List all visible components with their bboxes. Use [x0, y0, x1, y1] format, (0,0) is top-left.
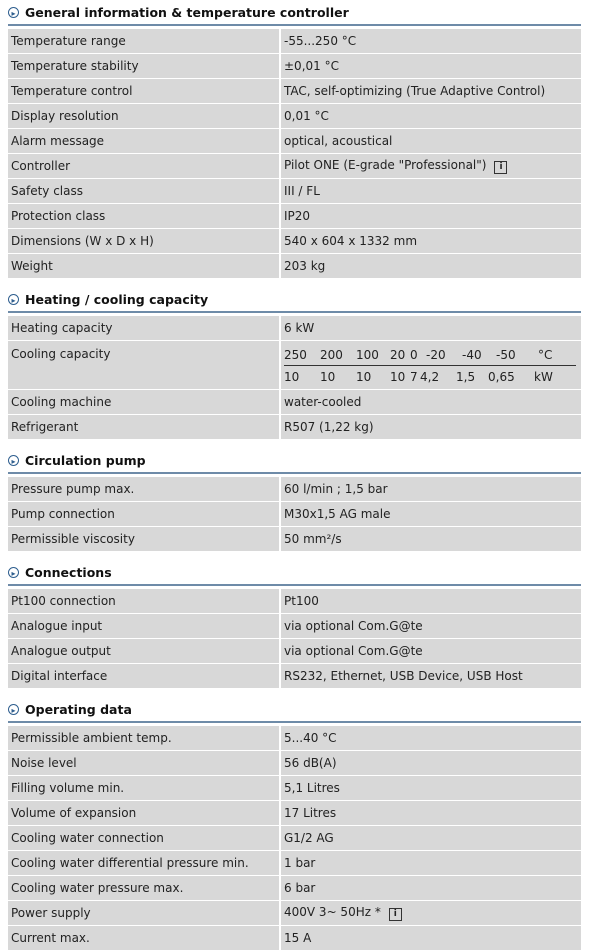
table-row [8, 664, 581, 688]
row-label: Controller [8, 154, 281, 178]
table-row [8, 477, 581, 501]
row-value: 400V 3~ 50Hz * [284, 905, 381, 919]
row-value: 203 kg [281, 254, 581, 278]
row-label: Noise level [8, 751, 281, 775]
table-row [8, 29, 581, 53]
row-label: Temperature stability [8, 54, 281, 78]
table-row [8, 204, 581, 228]
table-row [8, 726, 581, 750]
row-value: optical, acoustical [281, 129, 581, 153]
row-label: Temperature control [8, 79, 281, 103]
section-header-circulation-pump [8, 448, 581, 474]
table-row [8, 154, 581, 178]
row-label: Heating capacity [8, 316, 281, 340]
row-value: IP20 [281, 204, 581, 228]
section-title: Operating data [25, 701, 132, 717]
cc-kw: 1,5 [456, 370, 476, 384]
table-row [8, 527, 581, 551]
cc-temp: -50 [496, 348, 516, 362]
table-row [8, 776, 581, 800]
spec-table-general [8, 28, 581, 279]
table-row [8, 901, 581, 925]
table-row [8, 104, 581, 128]
row-value: 56 dB(A) [281, 751, 581, 775]
row-label: Protection class [8, 204, 281, 228]
row-value: 50 mm²/s [281, 527, 581, 551]
table-row [8, 589, 581, 613]
spec-table-heating-cooling [8, 315, 581, 440]
row-label: Safety class [8, 179, 281, 203]
table-row [8, 502, 581, 526]
row-label: Pt100 connection [8, 589, 281, 613]
cc-temp: -40 [462, 348, 482, 362]
row-label: Cooling water connection [8, 826, 281, 850]
row-value: 5,1 Litres [281, 776, 581, 800]
cc-kw: 10 [390, 370, 406, 384]
table-row [8, 751, 581, 775]
table-row [8, 179, 581, 203]
row-label: Refrigerant [8, 415, 281, 439]
row-label: Cooling machine [8, 390, 281, 414]
row-value: 60 l/min ; 1,5 bar [281, 477, 581, 501]
row-label: Analogue input [8, 614, 281, 638]
cooling-capacity-grid [281, 341, 581, 389]
spec-table-connections [8, 588, 581, 689]
row-value: RS232, Ethernet, USB Device, USB Host [281, 664, 581, 688]
cc-kw: kW [534, 370, 553, 384]
cc-temp: 100 [356, 348, 379, 362]
section-header-operating-data [8, 697, 581, 723]
table-row [8, 229, 581, 253]
section-header-general [8, 0, 581, 26]
info-icon[interactable]: i [494, 161, 507, 174]
row-value: TAC, self-optimizing (True Adaptive Control) [281, 79, 581, 103]
row-value: -55...250 °C [281, 29, 581, 53]
row-label: Cooling water differential pressure min. [8, 851, 281, 875]
cc-kw: 7 [410, 370, 418, 384]
table-row [8, 851, 581, 875]
cc-temp: 0 [410, 348, 418, 362]
table-row [8, 79, 581, 103]
table-row [8, 54, 581, 78]
section-title: General information & temperature controller [25, 4, 349, 20]
cc-kw: 4,2 [420, 370, 440, 384]
cc-temp: °C [538, 348, 553, 362]
row-label: Digital interface [8, 664, 281, 688]
table-row [8, 254, 581, 278]
cooling-kw-row [284, 370, 578, 384]
row-value: Pt100 [281, 589, 581, 613]
row-value: 15 A [281, 926, 581, 950]
row-label: Filling volume min. [8, 776, 281, 800]
table-row [8, 129, 581, 153]
row-value: 17 Litres [281, 801, 581, 825]
row-value: III / FL [281, 179, 581, 203]
cc-kw: 10 [284, 370, 300, 384]
cc-kw: 10 [320, 370, 336, 384]
row-value: 540 x 604 x 1332 mm [281, 229, 581, 253]
cc-temp: 200 [320, 348, 343, 362]
spec-table-operating-data [8, 725, 581, 951]
row-value: M30x1,5 AG male [281, 502, 581, 526]
row-value: 0,01 °C [281, 104, 581, 128]
cc-temp: 250 [284, 348, 307, 362]
cc-temp: 20 [390, 348, 406, 362]
row-value: 1 bar [281, 851, 581, 875]
section-title: Heating / cooling capacity [25, 291, 209, 307]
row-value: R507 (1,22 kg) [281, 415, 581, 439]
cc-temp: -20 [426, 348, 446, 362]
circle-arrow-icon: ▸ [8, 567, 19, 578]
row-value: G1/2 AG [281, 826, 581, 850]
row-label: Volume of expansion [8, 801, 281, 825]
circle-arrow-icon: ▸ [8, 704, 19, 715]
row-label: Alarm message [8, 129, 281, 153]
row-label: Temperature range [8, 29, 281, 53]
table-row [8, 316, 581, 340]
section-header-heating-cooling [8, 287, 581, 313]
row-value: water-cooled [281, 390, 581, 414]
circle-arrow-icon: ▸ [8, 7, 19, 18]
table-row [8, 614, 581, 638]
table-row [8, 415, 581, 439]
table-row [8, 876, 581, 900]
row-value: ±0,01 °C [281, 54, 581, 78]
circle-arrow-icon: ▸ [8, 455, 19, 466]
section-header-connections [8, 560, 581, 586]
row-label: Pressure pump max. [8, 477, 281, 501]
row-label: Cooling water pressure max. [8, 876, 281, 900]
cooling-temps-row [284, 348, 576, 366]
cc-kw: 0,65 [488, 370, 515, 384]
table-row [8, 639, 581, 663]
section-title: Circulation pump [25, 452, 146, 468]
row-label: Display resolution [8, 104, 281, 128]
row-value: via optional Com.G@te [281, 614, 581, 638]
table-row [8, 826, 581, 850]
circle-arrow-icon: ▸ [8, 294, 19, 305]
row-label: Permissible ambient temp. [8, 726, 281, 750]
row-label: Current max. [8, 926, 281, 950]
row-label: Power supply [8, 901, 281, 925]
table-row [8, 390, 581, 414]
info-icon[interactable]: i [389, 908, 402, 921]
row-value: 6 bar [281, 876, 581, 900]
row-value: Pilot ONE (E-grade "Professional") [284, 158, 487, 172]
table-row [8, 801, 581, 825]
row-label: Analogue output [8, 639, 281, 663]
row-value: 6 kW [281, 316, 581, 340]
row-value: via optional Com.G@te [281, 639, 581, 663]
row-label: Weight [8, 254, 281, 278]
row-label: Cooling capacity [8, 341, 281, 389]
spec-table-circulation-pump [8, 476, 581, 552]
table-row [8, 926, 581, 950]
row-value: 5...40 °C [281, 726, 581, 750]
table-row [8, 341, 581, 389]
row-label: Pump connection [8, 502, 281, 526]
row-label: Permissible viscosity [8, 527, 281, 551]
row-label: Dimensions (W x D x H) [8, 229, 281, 253]
cc-kw: 10 [356, 370, 372, 384]
section-title: Connections [25, 564, 112, 580]
